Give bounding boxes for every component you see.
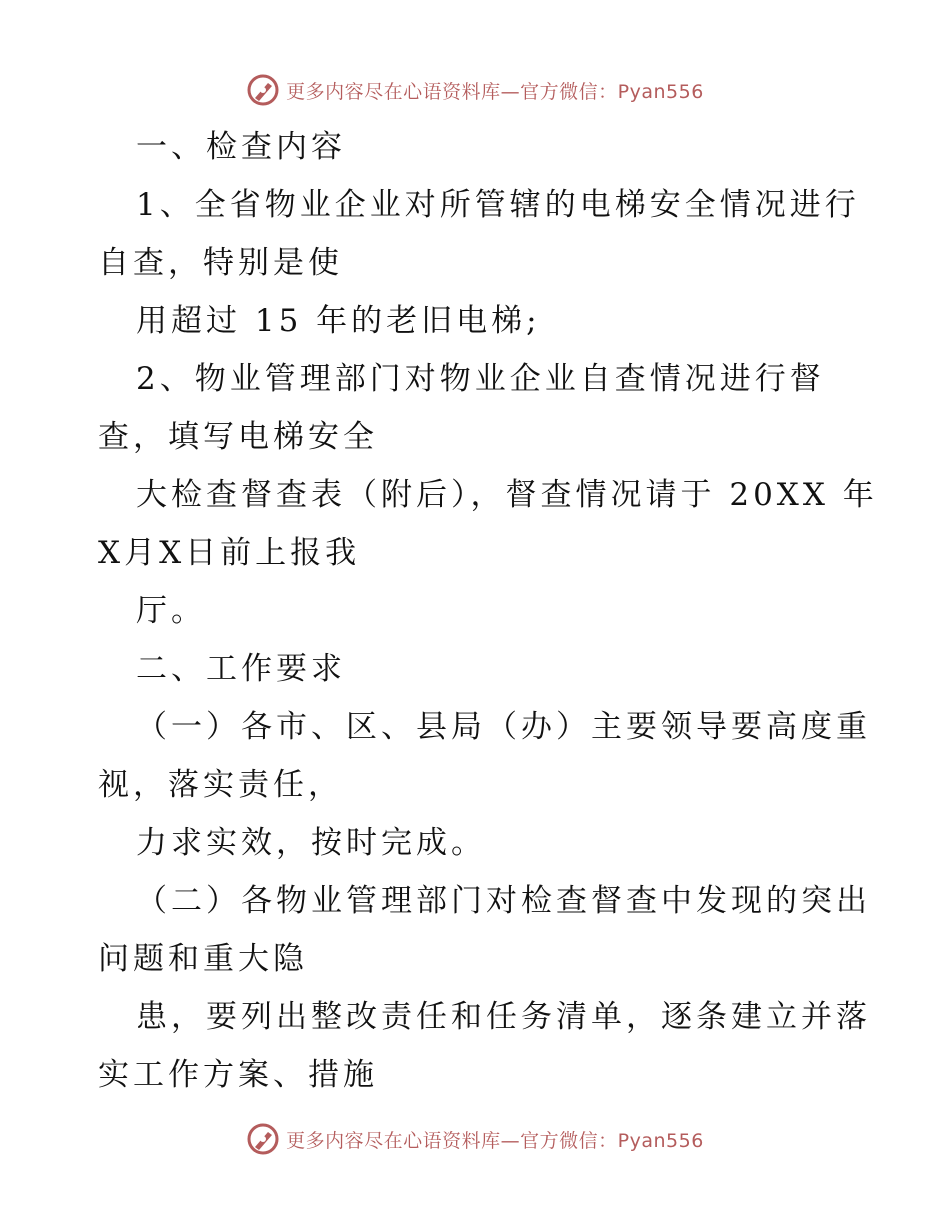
paragraph-line: 查，填写电梯安全 [98,419,378,455]
paragraph-line: （一）各市、区、县局（办）主要领导要高度重 [136,709,871,745]
paragraph-line: 视，落实责任， [98,767,343,803]
watermark-text: 更多内容尽在心语资料库—官方微信：Pyan556 [286,1129,704,1152]
paragraph-line: 厅。 [136,593,206,629]
paragraph-line: 患，要列出整改责任和任务清单，逐条建立并落 [136,999,871,1035]
header-watermark [0,70,950,110]
paragraph-line: 自查，特别是使 [98,245,343,281]
paragraph-line: 实工作方案、措施 [98,1057,378,1093]
paragraph-line: 2、物业管理部门对物业企业自查情况进行督 [136,361,825,397]
paragraph-line: （二）各物业管理部门对检查督查中发现的突出 [136,883,871,919]
paragraph-line: 用超过 15 年的老旧电梯; [136,303,541,339]
section-heading: 二、工作要求 [136,651,346,687]
section-heading: 一、检查内容 [136,129,346,165]
paragraph-line: 问题和重大隐 [98,941,308,977]
paragraph-line: 1、全省物业企业对所管辖的电梯安全情况进行 [136,187,860,223]
paragraph-line: 力求实效，按时完成。 [136,825,486,861]
paragraph-line: 大检查督查表（附后），督查情况请于 20XX 年 [136,477,878,513]
pen-logo-icon [246,73,280,107]
pen-logo-icon [246,1122,280,1156]
footer-watermark [0,1119,950,1159]
watermark-text: 更多内容尽在心语资料库—官方微信：Pyan556 [286,80,704,103]
paragraph-line: X月X日前上报我 [98,535,361,571]
